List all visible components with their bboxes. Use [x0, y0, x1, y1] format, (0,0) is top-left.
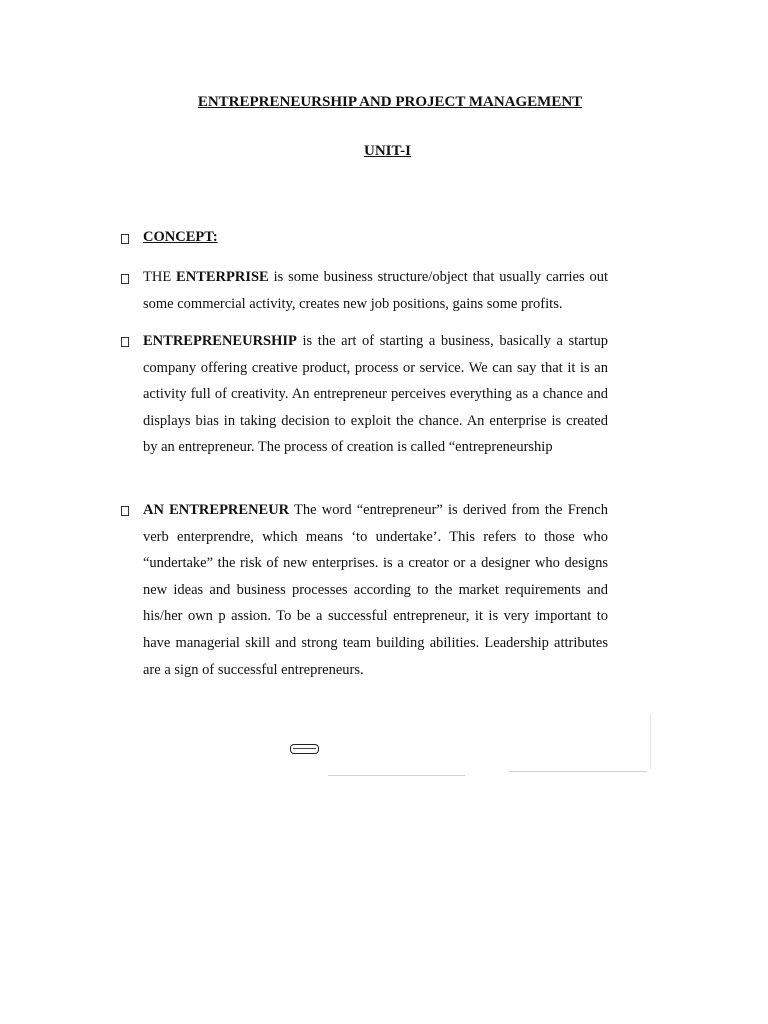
pill-icon	[290, 744, 319, 754]
entrepreneurship-text: is the art of starting a business, basically a startup company offering creative product, process or service. We can say that it is an activity full of creativity. An entrepreneur perceives everything as a chance and displays bias in taking decision to exploit the chance. An enterprise is created by an entrepreneur. The process of creation is called “entrepreneurship	[143, 333, 608, 456]
entrepreneur-text: The word “entrepreneur” is derived from the French verb enterprendre, which means ‘to undertake’. This refers to those who “undertake” the risk of new enterprises. is a creator or a designer who designs new ideas and business processes according to the market requirements and his/her own p assion. To be a successful entrepreneur, it is very important to have managerial skill and strong team building abilities. Leadership attributes are a sign of successful entrepreneurs.	[143, 502, 608, 678]
faint-rule	[509, 771, 647, 772]
unit-heading: UNIT-I	[364, 143, 411, 159]
bullet-icon	[118, 231, 132, 246]
faint-rule	[328, 775, 465, 776]
enterprise-text: is some business structure/object that usually carries out some commercial activity, creates new job positions, gains some profits.	[143, 269, 608, 312]
entrepreneurship-paragraph	[143, 328, 608, 461]
entrepreneurship-term: ENTREPRENEURSHIP	[143, 333, 297, 349]
entrepreneur-paragraph	[143, 497, 608, 683]
bullet-icon	[118, 271, 132, 286]
bullet-icon	[118, 503, 132, 518]
enterprise-term: ENTERPRISE	[176, 269, 269, 285]
entrepreneur-term: AN ENTREPRENEUR	[143, 502, 290, 518]
bullet-icon	[118, 334, 132, 349]
enterprise-lead: THE	[143, 269, 177, 285]
document-title: ENTREPRENEURSHIP AND PROJECT MANAGEMENT	[197, 94, 583, 110]
enterprise-paragraph	[143, 264, 608, 317]
faint-divider	[650, 714, 651, 769]
concept-heading: CONCEPT:	[143, 229, 218, 245]
